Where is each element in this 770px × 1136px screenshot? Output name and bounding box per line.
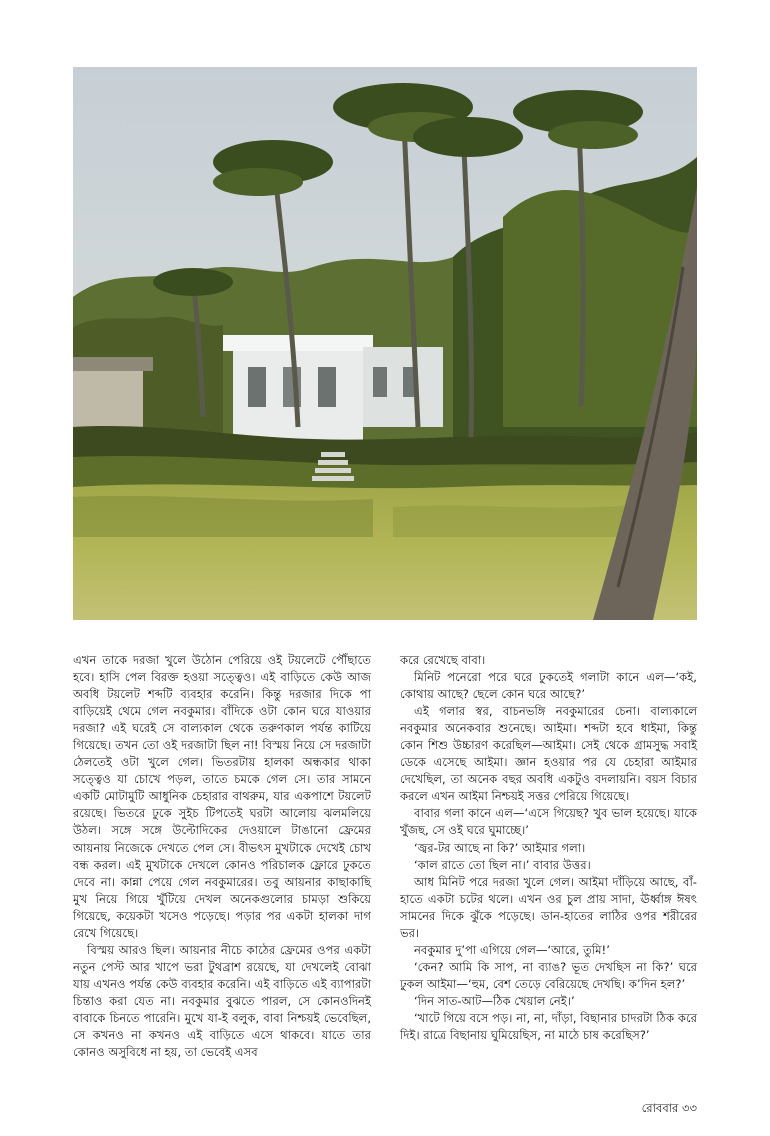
text-column-right: [400, 652, 697, 1044]
paragraph: বাবার গলা কানে এল—‘এসে গিয়েছ? খুব ভাল হয়েছে। যাকে খুঁজছ, সে ওই ঘরে ঘুমাচ্ছে।’: [400, 806, 697, 838]
paragraph: ‘জ্বর-টর আছে না কি?’ আইমার গলা।: [414, 840, 586, 855]
text-column-left: [73, 652, 371, 1061]
paragraph: আধ মিনিট পরে দরজা খুলে গেল। আইমা দাঁড়িয়ে আছে, বাঁ-হাতে একটা চটের থলে। এখন ওর চুল প্রায় সাদা, ঊর্ধ্বাঙ্গ ঈষৎ সামনের দিকে ঝুঁকে পড়েছে। ডান-হাতের লাঠির ওপর শরীরের ভর।: [400, 874, 697, 940]
paragraph: এখন তাকে দরজা খুলে উঠোন পেরিয়ে ওই টয়লেটে পৌঁছাতে হবে। হাসি পেল বিরক্ত হওয়া সত্ত্বেও। এই বাড়িতে কেউ আজ অবধি টয়লেট শব্দটি ব্যবহার করেনি। কিন্তু দরজার দিকে পা বাড়িয়েই থেমে গেল নবকুমার। বাঁদিকে ওটা কোন ঘরে যাওয়ার দরজা? এই ঘরেই সে বাল্যকাল থেকে তরুণকাল পর্যন্ত কাটিয়ে গিয়েছে। তখন তো ওই দরজাটা ছিল না! বিস্ময় নিয়ে সে দরজাটা ঠেলতেই ওটা খুলে গেল। ভিতরটায় হালকা অন্ধকার থাকা সত্ত্বেও যা চোখে পড়ল, তাতে চমকে গেল সে। তার সামনে একটি মোটামুটি আধুনিক চেহারার বাথরুম, যার একপাশে টয়লেট রয়েছে। ভিতরে ঢুকে সুইচ টিপতেই ঘরটা আলোয় ঝলমলিয়ে উঠল। সঙ্গে সঙ্গে উল্টোদিকের দেওয়ালে টাঙানো ফ্রেমের আয়নায় নিজেকে দেখতে পেল সে। বীভৎস মুখটাকে দেখেই চোখ বন্ধ করল। এই মুখটাকে দেখলে কোনও পরিচালক ফ্লোরে ঢুকতে দেবে না। কান্না পেয়ে গেল নবকুমারের। তবু আয়নার কাছাকাছি মুখ নিয়ে গিয়ে খুঁটিয়ে দেখল অনেকগুলোর চামড়া শুকিয়ে গিয়েছে, কয়েকটা খসেও পড়েছে। পড়ার পর একটা হালকা দাগ রেখে গিয়েছে।: [73, 653, 371, 940]
paragraph: এই গলার স্বর, বাচনভঙ্গি নবকুমারের চেনা। বাল্যকালে নবকুমার অনেকবার শুনেছে। আইমা। শব্দটা হবে ধাইমা, কিন্তু কোন শিশু উচ্চারণ করেছিল—আইমা। সেই থেকে গ্রামসুদ্ধ সবাই ডেকে এসেছে আইমা। জ্ঞান হওয়ার পর যে চেহারা আইমার দেখেছিল, তা অনেক বছর অবধি একটুও বদলায়নি। বয়স বিচার করলে এখন আইমা নিশ্চয়ই সত্তর পেরিয়ে গিয়েছে।: [400, 704, 697, 804]
paragraph: ‘কেন? আমি কি সাপ, না ব্যাঙ? ভূত দেখছিস না কি?’ ঘরে ঢুকল আইমা—‘হুম, বেশ তেড়ে বেরিয়েছে দেখছি। ক’দিন হল?’: [400, 959, 697, 991]
paragraph: বিস্ময় আরও ছিল। আয়নার নীচে কাঠের ফ্রেমের ওপর একটা নতুন পেস্ট আর খাপে ভরা টুথব্রাশ রয়েছে, যা দেখলেই বোঝা যায় এখনও পর্যন্ত কেউ ব্যবহার করেনি। এই বাড়িতে এই ব্যাপারটা চিন্তাও করা যেত না। নবকুমার বুঝতে পারল, সে কোনওদিনই বাবাকে চিনতে পারেনি। মুখে যা-ই বলুক, বাবা নিশ্চয়ই ভেবেছিল, সে কখনও না কখনও এই বাড়িতে এসে থাকবে। যাতে তার কোনও অসুবিধে না হয়, তা ভেবেই এসব: [73, 942, 371, 1060]
paragraph: ‘খাটে গিয়ে বসে পড়। না, না, দাঁড়া, বিছানার চাদরটা ঠিক করে দিই। রাত্রে বিছানায় ঘুমিয়েছিস, না মাঠে চাষ করেছিস?’: [400, 1010, 697, 1043]
paragraph: মিনিট পনেরো পরে ঘরে ঢুকতেই গলাটা কানে এল—‘কই, কোথায় আছে? ছেলে কোন ঘরে আছে?’: [400, 670, 697, 702]
illustration-pond-trees: [73, 67, 697, 620]
left-building: [73, 367, 143, 427]
paragraph: ‘দিন সাত-আট—ঠিক খেয়াল নেই।’: [414, 993, 575, 1008]
painted-scene: [73, 67, 697, 620]
page-footer: রোববার ৩৩: [641, 1101, 697, 1115]
paragraph: ‘কাল রাতে তো ছিল না।’ বাবার উত্তর।: [414, 857, 591, 872]
paragraph: নবকুমার দু’পা এগিয়ে গেল—‘আরে, তুমি!’: [414, 942, 610, 957]
house: [223, 335, 443, 442]
paragraph: করে রেখেছে বাবা।: [400, 653, 486, 667]
